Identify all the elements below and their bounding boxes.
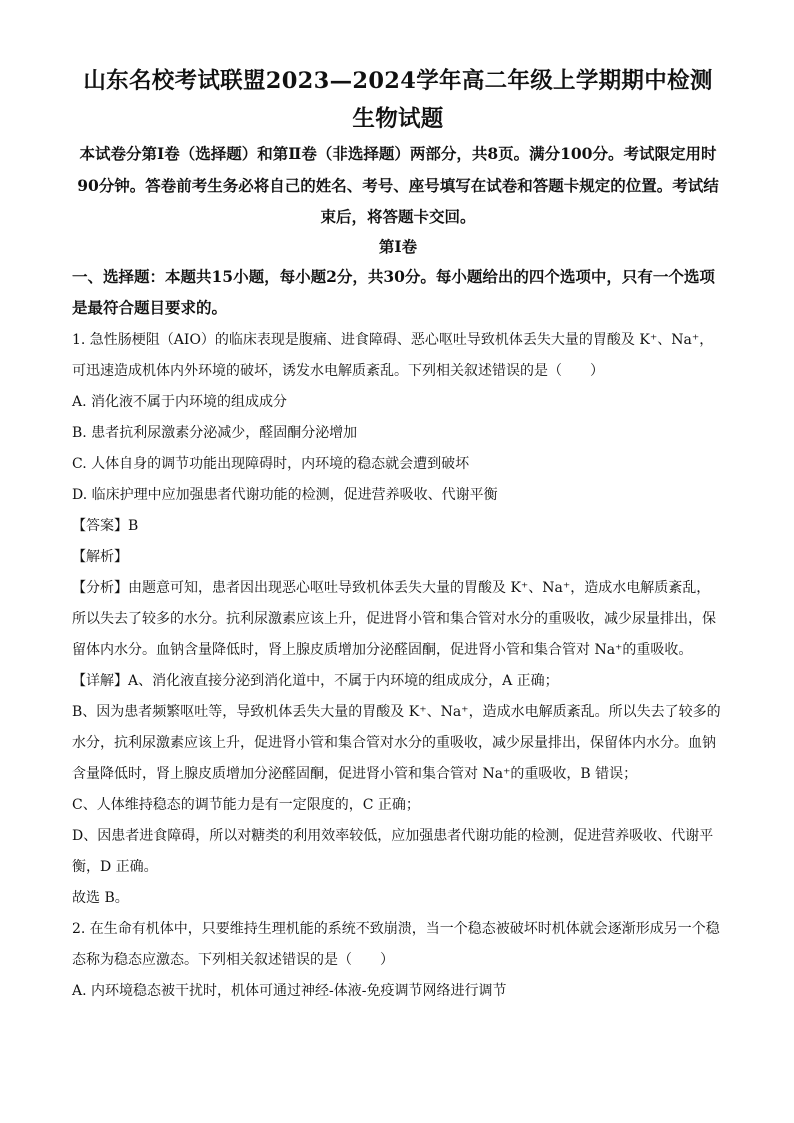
xiangjie-tag: 【详解】 <box>72 672 128 689</box>
question-stem: 2. 在生命有机体中，只要维持生理机能的系统不致崩溃，当一个稳态被破坏时机体就会逐渐形成另一个稳态称为稳态应激态。下列相关叙述错误的是（ ） <box>72 920 720 968</box>
option-c: C. 人体自身的调节功能出现障碍时，内环境的稳态就会遭到破坏 <box>72 455 470 472</box>
question-stem: 1. 急性肠梗阻（AIO）的临床表现是腹痛、进食障碍、恶心呕吐导致机体丢失大量的胃酸及 K⁺、Na⁺，可迅速造成机体内外环境的破坏，诱发水电解质紊乱。下列相关叙述错误的是（ ） <box>72 331 714 379</box>
option-a: A. 消化液不属于内环境的组成成分 <box>72 393 288 410</box>
answer-line <box>72 511 724 542</box>
fenxi-tag: 【分析】 <box>72 579 128 596</box>
question-2 <box>72 914 724 1007</box>
answer-tag: 【答案】 <box>72 517 128 534</box>
question-1 <box>72 325 724 914</box>
exam-instructions: 本试卷分第Ⅰ卷（选择题）和第Ⅱ卷（非选择题）两部分，共8页。满分100分。考试限定用时90分钟。答卷前考生务必将自己的姓名、考号、座号填写在试卷和答题卡规定的位置。考试结束后，将答题卡交回。 <box>77 144 719 226</box>
option-a: A. 内环境稳态被干扰时，机体可通过神经-体液-免疫调节网络进行调节 <box>72 982 507 999</box>
xiangjie-b: B、因为患者频繁呕吐等，导致机体丢失大量的胃酸及 K⁺、Na⁺，造成水电解质紊乱。所以失去了较多的水分，抗利尿激素应该上升，促进肾小管和集合管对水分的重吸收，减少尿量排出，保留体内水分。血钠含量降低时，肾上腺皮质增加分泌醛固酮，促进肾小管和集合管对 Na⁺的重吸收，B 错误； <box>72 703 721 782</box>
fenxi-paragraph <box>72 573 724 666</box>
volume-heading: 第Ⅰ卷 <box>378 236 418 256</box>
xiangjie-a <box>72 666 724 697</box>
section-heading: 一、选择题：本题共15小题，每小题2分，共30分。每小题给出的四个选项中，只有一个选项是最符合题目要求的。 <box>72 266 715 317</box>
conclusion: 故选 B。 <box>72 889 129 906</box>
option-d: D. 临床护理中应加强患者代谢功能的检测，促进营养吸收、代谢平衡 <box>72 486 498 503</box>
page-title: 山东名校考试联盟2023—2024学年高二年级上学期期中检测生物试题 <box>83 68 713 132</box>
xiangjie-a-text: A、消化液直接分泌到消化道中，不属于内环境的组成成分，A 正确； <box>128 672 559 689</box>
xiangjie-d: D、因患者进食障碍，所以对糖类的利用效率较低，应加强患者代谢功能的检测，促进营养吸收、代谢平衡，D 正确。 <box>72 827 714 875</box>
xiangjie-c: C、人体维持稳态的调节能力是有一定限度的，C 正确； <box>72 796 420 813</box>
option-b: B. 患者抗利尿激素分泌减少，醛固酮分泌增加 <box>72 424 358 441</box>
analysis-tag: 【解析】 <box>72 548 128 565</box>
fenxi-text: 由题意可知，患者因出现恶心呕吐导致机体丢失大量的胃酸及 K⁺、Na⁺，造成水电解质紊乱，所以失去了较多的水分。抗利尿激素应该上升，促进肾小管和集合管对水分的重吸收，减少尿量排出，保留体内水分。血钠含量降低时，肾上腺皮质增加分泌醛固酮，促进肾小管和集合管对 Na⁺的重吸收。 <box>72 579 716 658</box>
answer-value: B <box>128 517 139 534</box>
